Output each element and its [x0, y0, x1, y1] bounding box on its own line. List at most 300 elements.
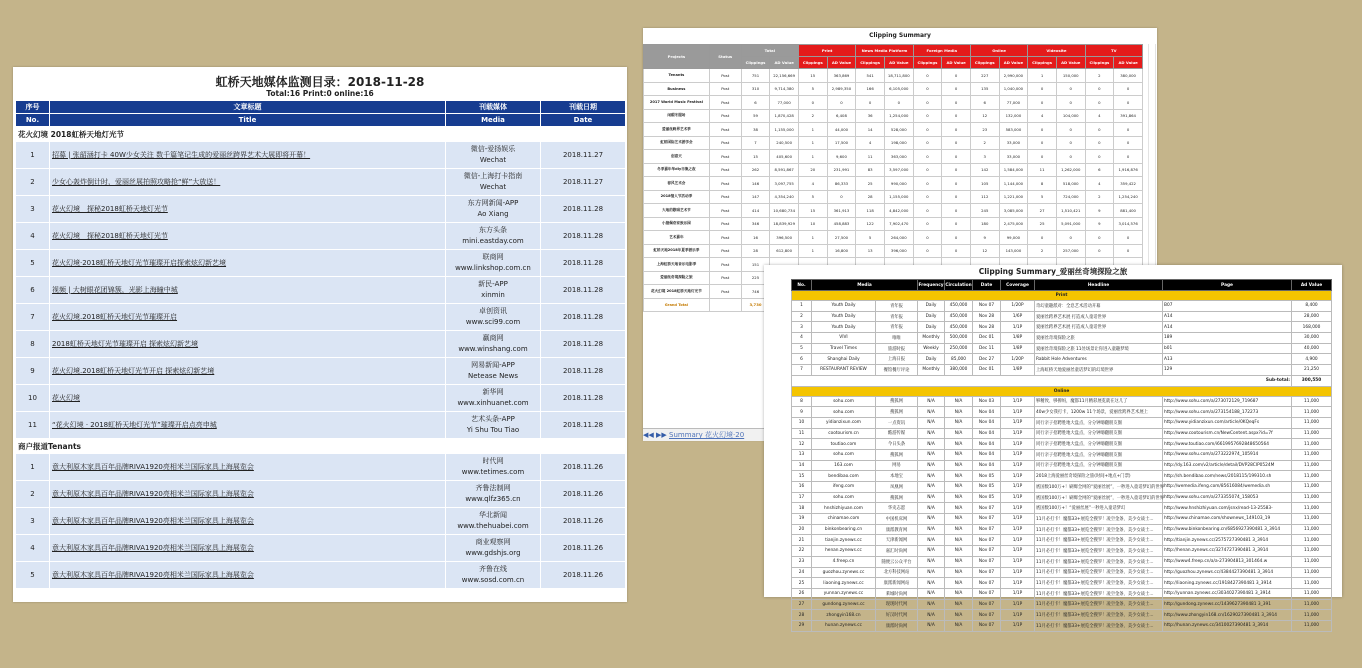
- coverage: 1/1P: [1001, 535, 1035, 546]
- headline: 同行亲子招聘胜地大盘点，分分钟嗨翻朋友圈: [1035, 439, 1163, 450]
- summary-value: 3,085,000: [999, 204, 1028, 218]
- publish-date: 2018.11.26: [541, 535, 626, 562]
- summary-value: 9: [1085, 204, 1114, 218]
- frequency: N/A: [918, 620, 945, 631]
- headline: 同行亲子招聘胜地大盘点，分分钟嗨翻朋友圈: [1035, 428, 1163, 439]
- frequency: N/A: [918, 567, 945, 578]
- publish-date: 2018.11.26: [541, 508, 626, 535]
- ad-value: 30,000: [1292, 333, 1332, 344]
- media-name: 东方网新闻-APP: [467, 199, 519, 207]
- media-source: xinmin: [481, 291, 505, 299]
- frequency: N/A: [918, 407, 945, 418]
- summary-value: 0: [942, 136, 971, 150]
- section-row: [16, 127, 626, 142]
- summary-value: 0: [942, 150, 971, 164]
- col-media: Media: [812, 280, 918, 291]
- frequency: N/A: [918, 417, 945, 428]
- media-cell: [446, 385, 541, 412]
- summary-value: 0: [942, 69, 971, 83]
- headline: 40w少女我打卡，1200w 11个场景，爱丽丝跨界艺术展上: [1035, 407, 1163, 418]
- summary-value: 0: [1114, 136, 1143, 150]
- media-cell: [446, 277, 541, 304]
- summary-value: 0: [942, 190, 971, 204]
- media-source: www.thehuabei.com: [457, 522, 529, 530]
- circulation: 380,000: [945, 365, 973, 376]
- table-row: [16, 385, 626, 412]
- summary-value: 0: [1056, 150, 1085, 164]
- headline: 上海虹桥天地爱丽丝童话梦幻的幻境世界: [1035, 365, 1163, 376]
- media-cn: 唯唯: [876, 333, 918, 344]
- summary-value: 2: [1028, 244, 1057, 258]
- table-row: [16, 331, 626, 358]
- summary-value: 0: [913, 69, 942, 83]
- media-source: www.winshang.com: [458, 345, 528, 353]
- clipping-row: [792, 322, 1332, 333]
- ad-value: 40,000: [1292, 343, 1332, 354]
- headline: 同行亲子招聘胜地大盘点，分分钟嗨翻朋友圈: [1035, 449, 1163, 460]
- clip-date: Nov 04: [973, 460, 1001, 471]
- summary-value: 15: [741, 150, 770, 164]
- subhead-ad-value: AD Value: [770, 57, 799, 69]
- project-status: Post: [709, 96, 741, 110]
- media-source: www.sosd.com.cn: [461, 576, 525, 584]
- media-en: tianjin.zynews.cc: [812, 535, 876, 546]
- article-title-link[interactable]: 意大利原木家具百年品牌RIVA1920亮相米兰国际家具上海展览会: [50, 562, 446, 589]
- media-name: 赢商网: [482, 334, 504, 342]
- article-title-link[interactable]: 花火幻境 探秘2018虹桥天地灯光节: [50, 196, 446, 223]
- page-or-url[interactable]: http://www.sohu.com/a/273072129_719687: [1163, 396, 1292, 407]
- frequency: N/A: [918, 588, 945, 599]
- summary-value: 0: [798, 96, 827, 110]
- article-title-link[interactable]: 意大利原木家具百年品牌RIVA1920亮相米兰国际家具上海展览会: [50, 508, 446, 535]
- circulation: N/A: [945, 471, 973, 482]
- summary-value: 541: [856, 69, 885, 83]
- summary-value: 0: [913, 177, 942, 191]
- media-source: Wechat: [479, 156, 507, 164]
- category-band: [792, 386, 1332, 396]
- page-or-url[interactable]: A14: [1163, 311, 1292, 322]
- col-headline: Headline: [1035, 280, 1163, 291]
- subhead-ad-value: AD Value: [1056, 57, 1085, 69]
- project-name: 2017 World Music Festival: [644, 96, 710, 110]
- page-or-url[interactable]: http://yunnan.zynews.cc/3034027390481 3_3914: [1163, 588, 1292, 599]
- project-status: Post: [709, 69, 741, 83]
- clip-no: 17: [792, 492, 812, 503]
- clip-no: 26: [792, 588, 812, 599]
- ad-value: 4,900: [1292, 354, 1332, 365]
- summary-value: 9,714,380: [770, 82, 799, 96]
- summary-value: 0: [913, 190, 942, 204]
- project-status: Post: [709, 285, 741, 299]
- media-en: bendibao.com: [812, 471, 876, 482]
- media-cn: 网易: [876, 460, 918, 471]
- group-online: Online: [970, 45, 1027, 57]
- page-or-url[interactable]: B07: [1163, 301, 1292, 312]
- media-en: hnshizhiyuan.com: [812, 503, 876, 514]
- summary-value: 0: [942, 82, 971, 96]
- clip-date: Dec 11: [973, 343, 1001, 354]
- article-title-link[interactable]: “花火幻境 · 2018虹桥天地灯光节”璀璨开启点亮申城: [50, 412, 446, 439]
- clip-date: Nov 28: [973, 311, 1001, 322]
- headline: 2018上海爱丽丝奇境探险之旅(时间+地点+门票): [1035, 471, 1163, 482]
- clipping-row: [792, 514, 1332, 525]
- circulation: N/A: [945, 578, 973, 589]
- row-number: 2: [16, 169, 50, 196]
- circulation: N/A: [945, 556, 973, 567]
- coverage: 1/1P: [1001, 322, 1035, 333]
- summary-value: 2: [1085, 69, 1114, 83]
- ad-value: 11,000: [1292, 428, 1332, 439]
- summary-value: 518,000: [1056, 177, 1085, 191]
- headline: 爱丽丝跨界艺术展 打造成人童话世界: [1035, 322, 1163, 333]
- clipping-row: [792, 567, 1332, 578]
- page-or-url[interactable]: http://henan.zynews.cc/3274727390481 3_3914: [1163, 546, 1292, 557]
- page-or-url[interactable]: http://sh.bendibao.com/news/2018115/199310.sh: [1163, 471, 1292, 482]
- page-or-url[interactable]: http://www.sohu.com/a/273222974_105914: [1163, 449, 1292, 460]
- media-cn: 搜狐网: [876, 492, 918, 503]
- publish-date: 2018.11.27: [541, 169, 626, 196]
- ad-value: 11,000: [1292, 578, 1332, 589]
- row-number: 10: [16, 385, 50, 412]
- document-subtitle: Total:16 Print:0 online:16: [266, 89, 374, 98]
- media-cell: [446, 535, 541, 562]
- page-or-url[interactable]: http://www.toutiao.com/i6619957692848650564: [1163, 439, 1292, 450]
- clip-date: Nov 04: [973, 407, 1001, 418]
- summary-value: 0: [942, 217, 971, 231]
- page-or-url[interactable]: b01: [1163, 343, 1292, 354]
- page-or-url[interactable]: http://wemedia.ifeng.com/85616084/wemedia.sh: [1163, 482, 1292, 493]
- summary-value: 146: [741, 177, 770, 191]
- page-or-url[interactable]: http://www.binkonbearing.cn/6856927390481 3_3914: [1163, 524, 1292, 535]
- frequency: Daily: [918, 301, 945, 312]
- clip-date: Nov 07: [973, 588, 1001, 599]
- frequency: N/A: [918, 482, 945, 493]
- media-source: Netease News: [468, 372, 518, 380]
- row-number: 11: [16, 412, 50, 439]
- media-name: 卓创资讯: [479, 307, 507, 315]
- circulation: N/A: [945, 449, 973, 460]
- clip-no: 8: [792, 396, 812, 407]
- page-or-url[interactable]: http://dy.163.com/v2/article/detail/DVP28CIP0524M: [1163, 460, 1292, 471]
- frequency: N/A: [918, 460, 945, 471]
- summary-value: 0: [942, 123, 971, 137]
- project-status: Post: [709, 204, 741, 218]
- coverage: 1/20P: [1001, 301, 1035, 312]
- media-name: 联商网: [482, 253, 504, 261]
- summary-value: 458,883: [827, 217, 856, 231]
- page-or-url[interactable]: http://www.yidianzixun.com/article/0KQeqFs: [1163, 417, 1292, 428]
- subhead-clippings: Clippings: [856, 57, 885, 69]
- circulation: N/A: [945, 428, 973, 439]
- ad-value: 21,250: [1292, 365, 1332, 376]
- summary-value: 150,000: [1056, 69, 1085, 83]
- summary-value: 1: [798, 123, 827, 137]
- clip-date: Dec 01: [973, 365, 1001, 376]
- media-cell: [446, 412, 541, 439]
- clipping-row: [792, 620, 1332, 631]
- page-or-url[interactable]: 189: [1163, 333, 1292, 344]
- page-or-url[interactable]: http://www.zhongyin168.cn/1629027390481 3_3914: [1163, 610, 1292, 621]
- summary-value: 391,864: [1114, 109, 1143, 123]
- headline: 够精致、够撩妈，魔都11月精彩展览就在这儿了: [1035, 396, 1163, 407]
- clipping-row: [792, 343, 1332, 354]
- project-status: Post: [709, 163, 741, 177]
- row-number: 7: [16, 304, 50, 331]
- summary-value: 0: [827, 96, 856, 110]
- clip-date: Nov 07: [973, 578, 1001, 589]
- summary-value: 1,510,421: [1056, 204, 1085, 218]
- headline: 爱丽丝奇境探险之旅 11处场景让你进入童趣梦境: [1035, 343, 1163, 354]
- media-source: www.qlfz365.cn: [465, 495, 521, 503]
- page-or-url[interactable]: 129: [1163, 365, 1292, 376]
- clipping-row: [792, 492, 1332, 503]
- circulation: N/A: [945, 610, 973, 621]
- section-heading: 花火幻境 2018虹桥天地灯光节: [16, 127, 626, 142]
- summary-row: [644, 231, 1143, 245]
- circulation: N/A: [945, 396, 973, 407]
- circulation: N/A: [945, 503, 973, 514]
- summary-value: 3,597,000: [884, 163, 913, 177]
- summary-value: 6,408: [827, 109, 856, 123]
- table-row: [16, 412, 626, 439]
- article-title-link[interactable]: 花火幻境.2018虹桥天地灯光节璀璨开启: [50, 304, 446, 331]
- summary-value: 0: [913, 109, 942, 123]
- frequency: N/A: [918, 546, 945, 557]
- page-or-url[interactable]: http://www.sohu.com/a/273154188_172273: [1163, 407, 1292, 418]
- summary-value: 122: [856, 217, 885, 231]
- clip-date: Dec 01: [973, 333, 1001, 344]
- article-title-link[interactable]: 少女心轰炸倒计时，爱丽丝展拍照攻略抢“鲜”大放送！: [50, 169, 446, 196]
- summary-value: 2: [798, 109, 827, 123]
- clipping-row: [792, 301, 1332, 312]
- page-or-url[interactable]: http://liaoning.zynews.cc/1918427390481 3_3914: [1163, 578, 1292, 589]
- clipping-row: [792, 588, 1332, 599]
- summary-value: 359,422: [1114, 177, 1143, 191]
- table-row: [16, 508, 626, 535]
- headline: 底国数100万+！刷爆全网的“爱丽丝展”，一秒进入童话梦幻的世界: [1035, 482, 1163, 493]
- circulation: 250,000: [945, 343, 973, 354]
- circulation: N/A: [945, 620, 973, 631]
- summary-value: 0: [942, 244, 971, 258]
- project-name: 闲暇冬服场: [644, 109, 710, 123]
- summary-value: 240,500: [770, 136, 799, 150]
- clipping-row: [792, 471, 1332, 482]
- article-title-link[interactable]: 意大利原木家具百年品牌RIVA1920亮相米兰国际家具上海展览会: [50, 481, 446, 508]
- article-title-link[interactable]: 意大利原木家具百年品牌RIVA1920亮相米兰国际家具上海展览会: [50, 454, 446, 481]
- table-row: [16, 223, 626, 250]
- project-name: 虹桥天地2018年夏季游乐季: [644, 244, 710, 258]
- summary-row: [644, 96, 1143, 110]
- headline: 11月必打卡！魔都33+展览全搜罗！凌空金条、美少女战士...: [1035, 620, 1163, 631]
- publish-date: 2018.11.28: [541, 385, 626, 412]
- media-cell: [446, 304, 541, 331]
- clip-no: 1: [792, 301, 812, 312]
- article-title-link[interactable]: 2018虹桥天地灯光节璀璨开启 探索炫幻新艺境: [50, 331, 446, 358]
- summary-value: 11: [856, 150, 885, 164]
- summary-value: 10: [798, 217, 827, 231]
- project-status: Post: [709, 136, 741, 150]
- summary-row: [644, 109, 1143, 123]
- article-title-link[interactable]: 意大利原木家具百年品牌RIVA1920亮相米兰国际家具上海展览会: [50, 535, 446, 562]
- clip-no: 2: [792, 311, 812, 322]
- clipping-row: [792, 407, 1332, 418]
- ad-value: 11,000: [1292, 546, 1332, 557]
- media-cn: 华史志愿: [876, 503, 918, 514]
- page-or-url[interactable]: http://guozhou.zynews.cc/4384427390481 3_3914: [1163, 567, 1292, 578]
- summary-value: 5: [856, 231, 885, 245]
- project-name: Business: [644, 82, 710, 96]
- media-en: Youth Daily: [812, 301, 876, 312]
- summary-value: 16,800: [827, 244, 856, 258]
- headline: 爱丽丝跨界艺术展 打造成人童话世界: [1035, 311, 1163, 322]
- detail-title: Clipping Summary_爱丽丝奇境探险之旅: [978, 267, 1128, 276]
- clip-no: 20: [792, 524, 812, 535]
- media-name: 东方头条: [479, 226, 507, 234]
- ad-value: 11,000: [1292, 599, 1332, 610]
- summary-value: 99,000: [999, 231, 1028, 245]
- summary-value: 257,000: [1056, 244, 1085, 258]
- circulation: N/A: [945, 546, 973, 557]
- page-or-url[interactable]: A14: [1163, 322, 1292, 333]
- media-cell: [446, 481, 541, 508]
- summary-value: 0: [913, 217, 942, 231]
- summary-value: 4: [856, 136, 885, 150]
- summary-value: 0: [913, 150, 942, 164]
- media-source: Wechat: [479, 183, 507, 191]
- media-en: chinamae.com: [812, 514, 876, 525]
- article-title-link[interactable]: 视频 | 大树眼花团锦簇，光影上海瞳中城: [50, 277, 446, 304]
- summary-value: 18,839,929: [770, 217, 799, 231]
- summary-value: 14: [856, 123, 885, 137]
- coverage: 1/1P: [1001, 471, 1035, 482]
- coverage: 1/1P: [1001, 567, 1035, 578]
- summary-value: 143,000: [999, 244, 1028, 258]
- coverage: 1/1P: [1001, 439, 1035, 450]
- clip-date: Nov 07: [973, 514, 1001, 525]
- media-en: ifeng.com: [812, 482, 876, 493]
- article-title-link[interactable]: 花火幻境.2018虹桥天地灯光节开启 探索炫幻新艺境: [50, 358, 446, 385]
- summary-value: 5,091,000: [1056, 217, 1085, 231]
- frequency: Monthly: [918, 365, 945, 376]
- media-cn: 旅游时报: [876, 343, 918, 354]
- media-en: yidianzixun.com: [812, 417, 876, 428]
- clip-date: Nov 05: [973, 482, 1001, 493]
- group-tv: TV: [1085, 45, 1142, 57]
- table-row: [16, 169, 626, 196]
- summary-row: [644, 69, 1143, 83]
- spreadsheet-title: Clipping Summary: [869, 32, 931, 39]
- clip-date: Nov 07: [973, 556, 1001, 567]
- page-or-url[interactable]: http://tianjin.zynews.cc/2575727390481 3_3914: [1163, 535, 1292, 546]
- page-or-url[interactable]: http://hunan.zynews.cc/3410027390481 3_3914: [1163, 620, 1292, 631]
- media-name: 新民-APP: [478, 280, 508, 288]
- summary-value: 724,000: [1056, 190, 1085, 204]
- clipping-row: [792, 610, 1332, 621]
- page-or-url[interactable]: http://www4.freep.cn/a/a-273904813_301464.w: [1163, 556, 1292, 567]
- header-status: Status: [709, 45, 741, 69]
- summary-value: 346: [741, 217, 770, 231]
- circulation: 85,000: [945, 354, 973, 365]
- project-status: Post: [709, 271, 741, 285]
- summary-row: [644, 244, 1143, 258]
- summary-value: 0: [1085, 150, 1114, 164]
- coverage: 1/1P: [1001, 610, 1035, 621]
- media-name: 微信-上海打卡指南: [463, 172, 523, 180]
- summary-value: 0: [1114, 244, 1143, 258]
- media-cn: 天津新闻网: [876, 535, 918, 546]
- summary-value: 1,254,240: [1114, 190, 1143, 204]
- clip-no: 4: [792, 333, 812, 344]
- media-source: www.tetimes.com: [461, 468, 525, 476]
- summary-value: 5: [1028, 190, 1057, 204]
- row-number: 5: [16, 562, 50, 589]
- header-projects: Projects: [644, 45, 710, 69]
- circulation: 450,000: [945, 311, 973, 322]
- coverage: 1/20P: [1001, 354, 1035, 365]
- clip-no: 28: [792, 610, 812, 621]
- table-row: [16, 358, 626, 385]
- summary-value: 6: [970, 96, 999, 110]
- summary-value: 7,902,470: [884, 217, 913, 231]
- circulation: N/A: [945, 407, 973, 418]
- article-title-link[interactable]: 花火幻境·2018虹桥天地灯光节璀璨开启探索炫幻新艺境: [50, 250, 446, 277]
- summary-value: 396,000: [884, 244, 913, 258]
- frequency: N/A: [918, 599, 945, 610]
- sheet-tab-summary[interactable]: Summary 花火幻境·20: [669, 431, 745, 439]
- clipping-row: [792, 365, 1332, 376]
- tab-nav-arrows[interactable]: ◀◀ ▶▶: [643, 431, 667, 439]
- summary-value: 1,155,000: [884, 190, 913, 204]
- summary-value: 25: [856, 177, 885, 191]
- page-or-url[interactable]: http://www.hnshizhiyuan.com/jsnx/read-13-25583-: [1163, 503, 1292, 514]
- summary-value: 414: [741, 204, 770, 218]
- page-or-url[interactable]: A13: [1163, 354, 1292, 365]
- header-date-cn: 刊载日期: [541, 101, 626, 114]
- page-or-url[interactable]: http://www.sohu.com/a/273355074_158053: [1163, 492, 1292, 503]
- clip-no: 15: [792, 471, 812, 482]
- summary-value: 231,991: [827, 163, 856, 177]
- article-title-link[interactable]: 花火幻境: [50, 385, 446, 412]
- media-source: Yi Shu Tou Tiao: [466, 426, 520, 434]
- frequency: N/A: [918, 492, 945, 503]
- clip-date: Nov 07: [973, 503, 1001, 514]
- page-or-url[interactable]: http://www.chinamae.com/shownews_149103_19: [1163, 514, 1292, 525]
- group-foreign-media: Foreign Media: [913, 45, 970, 57]
- summary-value: 147: [741, 190, 770, 204]
- publish-date: 2018.11.28: [541, 223, 626, 250]
- headline: 11月必打卡！魔都33+展览全搜罗！凌空金条、美少女战士...: [1035, 546, 1163, 557]
- summary-value: 0: [1056, 96, 1085, 110]
- page-or-url[interactable]: http://gundong.zynews.cc/1439627390481 3_391: [1163, 599, 1292, 610]
- summary-value: 0: [913, 82, 942, 96]
- summary-value: 0: [1085, 123, 1114, 137]
- row-number: 3: [16, 508, 50, 535]
- summary-value: 0: [942, 96, 971, 110]
- col-ad-value: Ad Value: [1292, 280, 1332, 291]
- clipping-row: [792, 535, 1332, 546]
- page-or-url[interactable]: http://www.cootourism.cn/NewContent.aspx?id=7f: [1163, 428, 1292, 439]
- media-name: 微信-爱扬娱乐: [470, 145, 516, 153]
- summary-value: 36: [856, 109, 885, 123]
- summary-value: 245: [970, 204, 999, 218]
- col-no: No.: [792, 280, 812, 291]
- media-source: www.xinhuanet.com: [457, 399, 529, 407]
- article-title-link[interactable]: 花火幻境 探秘2018虹桥天地灯光节: [50, 223, 446, 250]
- summary-value: 4,354,240: [770, 190, 799, 204]
- headline: 同行亲子招聘胜地大盘点，分分钟嗨翻朋友圈: [1035, 417, 1163, 428]
- article-title-link[interactable]: 招募 | 张韶涵打卡 40W少女关注 数千篇笔记生成的爱丽丝跨界艺术大展即将开幕！: [50, 142, 446, 169]
- col-frequency: Frequency: [918, 280, 945, 291]
